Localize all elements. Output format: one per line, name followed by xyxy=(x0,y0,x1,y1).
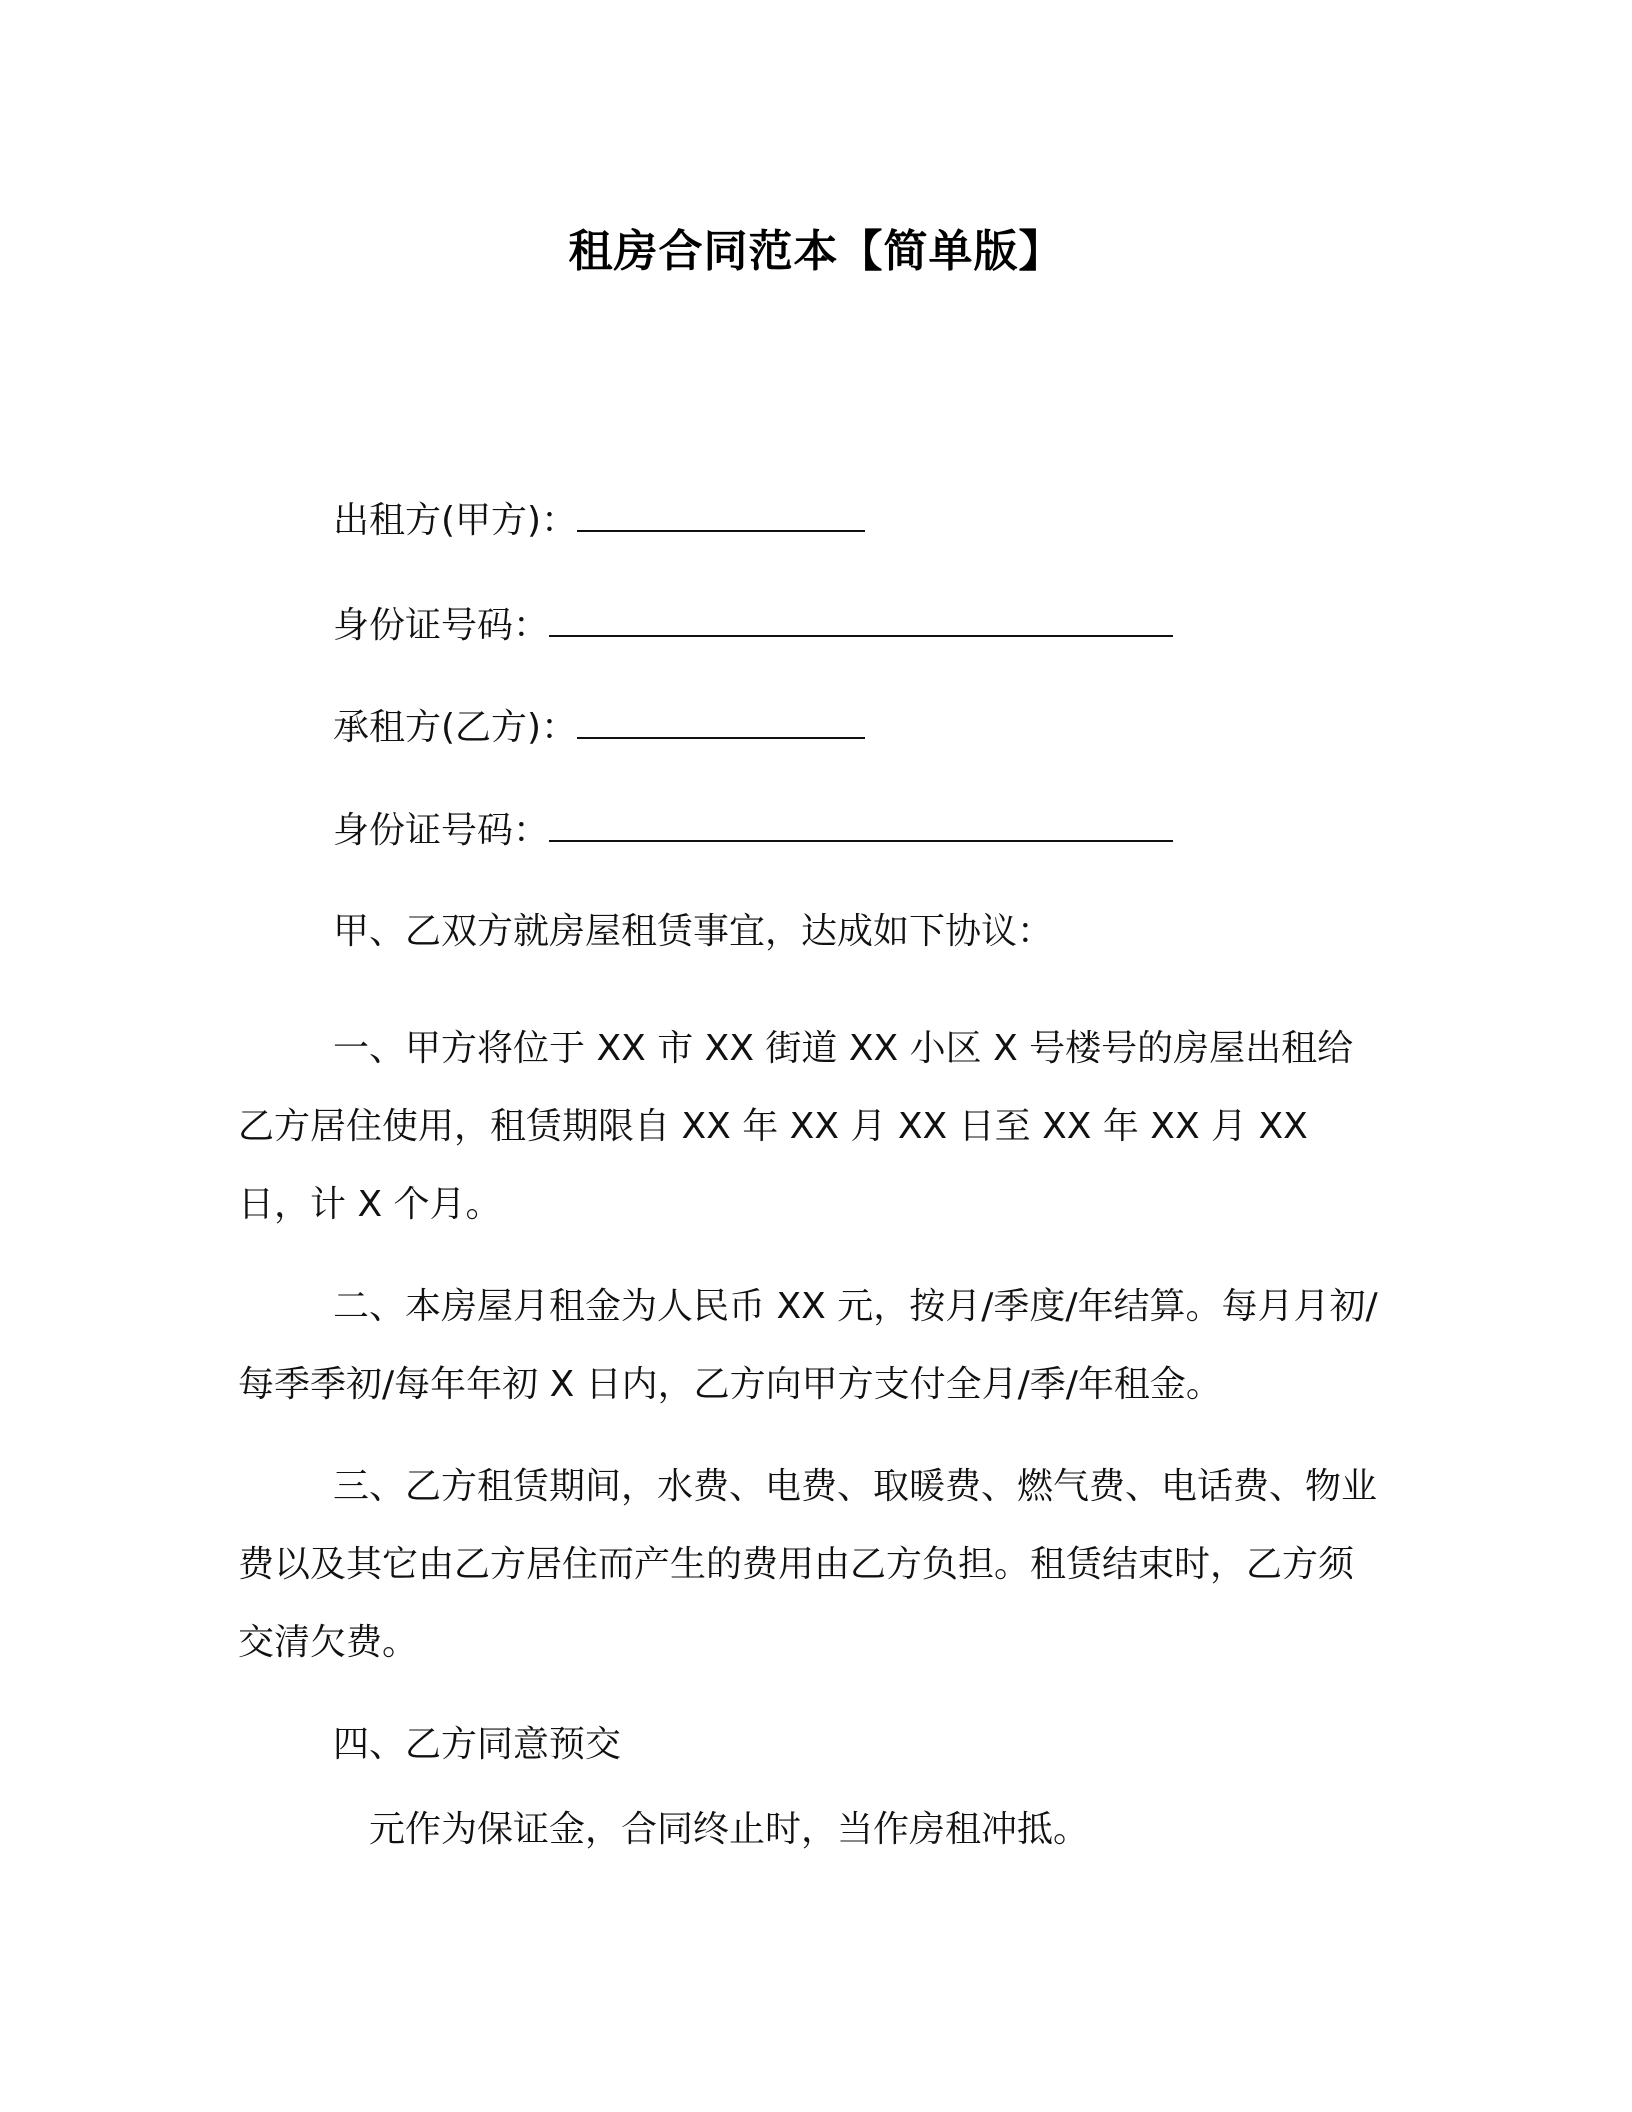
clause-4 xyxy=(238,1706,1388,1784)
lessor-name-blank[interactable] xyxy=(577,500,865,532)
agreement-intro: 甲、乙双方就房屋租赁事宜，达成如下协议： xyxy=(333,911,1054,952)
clause-3-text: 三、乙方租赁期间，水费、电费、取暖费、燃气费、电话费、物业费以及其它由乙方居住而产生的费用由乙方负担。租赁结束时，乙方须交清欠费。 xyxy=(238,1466,1378,1663)
lessor-row xyxy=(333,499,865,543)
lessee-row xyxy=(333,706,865,750)
clause-2 xyxy=(238,1268,1388,1424)
clause-4-continuation: 元作为保证金，合同终止时，当作房租冲抵。 xyxy=(369,1809,1090,1850)
lessee-name-blank[interactable] xyxy=(577,707,865,739)
lessee-id-blank[interactable] xyxy=(549,810,1173,842)
clause-4-text: 四、乙方同意预交 xyxy=(333,1724,622,1765)
clause-1 xyxy=(238,1010,1388,1244)
lessee-id-label: 身份证号码： xyxy=(333,810,550,851)
clause-1-text: 一、甲方将位于 XX 市 XX 街道 XX 小区 X 号楼号的房屋出租给乙方居住使用，租赁期限自 XX 年 XX 月 XX 日至 XX 年 XX 月 XX 日，计 X 个月。 xyxy=(238,1028,1354,1225)
clause-3 xyxy=(238,1448,1388,1682)
lessor-id-blank[interactable] xyxy=(549,605,1173,637)
lessor-id-label: 身份证号码： xyxy=(333,605,550,646)
lessor-label: 出租方(甲方)： xyxy=(333,500,578,541)
lessee-id-row xyxy=(333,809,1173,853)
lessor-id-row xyxy=(333,604,1173,648)
lessee-label: 承租方(乙方)： xyxy=(333,707,578,748)
clause-2-text: 二、本房屋月租金为人民币 XX 元，按月/季度/年结算。每月月初/每季季初/每年年初 X 日内，乙方向甲方支付全月/季/年租金。 xyxy=(238,1286,1378,1405)
document-title: 租房合同范本【简单版】 xyxy=(568,226,1064,277)
